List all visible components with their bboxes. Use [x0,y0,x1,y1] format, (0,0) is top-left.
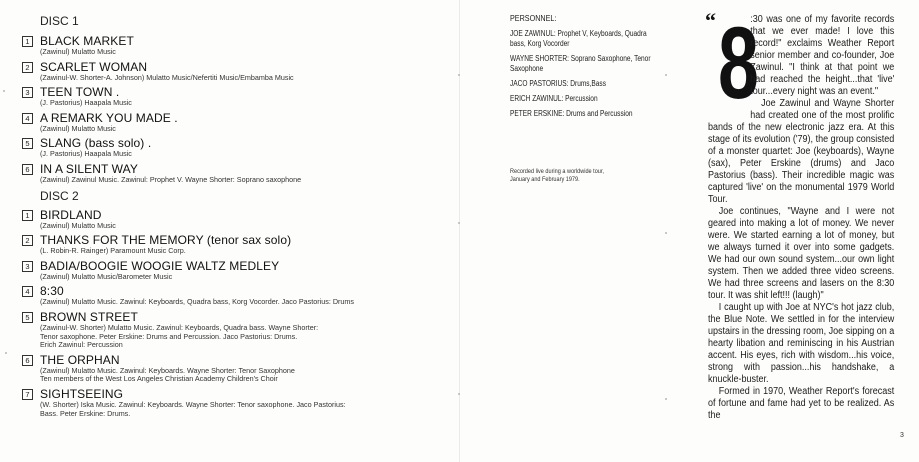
track-number-box: 7 [22,389,33,400]
track-item [22,61,450,83]
track-credit: (Zawinul) Mulatto Music [40,123,116,133]
track-title: BROWN STREET [40,309,138,324]
paper-speck [665,74,667,76]
article-paragraph: I caught up with Joe at NYC's hot jazz club, the Blue Note. We settled in for the interview upstairs in the dressing room, Joe sipping on a hearty libation and reminiscing in his Austrian accent. His eyes, rich with wisdom...his voice, strong with passion...his handshake, a knuckle-buster. [708,302,895,385]
paper-speck [665,398,667,400]
track-number-box: 6 [22,164,33,175]
track-number-box: 1 [22,36,33,47]
track-number-box: 5 [22,312,33,323]
track-credit: (Zawinul) Mulatto Music [40,47,116,56]
track-title: SIGHTSEEING [40,386,124,401]
track-credit: (Zawinul) Mulatto Music. Zawinul: Keyboards. Wayne Shorter: Tenor Saxophone Ten members of the West Los Angeles Christian Academy Children's Choir [40,365,295,384]
track-title: TEEN TOWN . [40,85,120,100]
track-title: 8:30 [40,284,64,299]
track-number-box: 3 [22,261,33,272]
track-credit: (Zawinul) Mulatto Music. Zawinul: Keyboards, Quadra bass, Korg Vocorder. Jaco Pastorius: Drums [40,297,354,307]
disc-1-track-list [22,35,450,185]
personnel-heading: PERSONNEL: [510,14,557,23]
track-credit: (Zawinul-W. Shorter) Mulatto Music. Zawinul: Keyboards, Quadra bass. Wayne Shorter: Tenor saxophone. Peter Erskine: Drums and Percussion. Jaco Pastorius: Drums. Erich Zawinul: Percussion [40,322,319,350]
track-title: BLACK MARKET [40,34,134,48]
paper-speck [458,222,460,224]
paper-speck [5,352,7,354]
track-title: A REMARK YOU MADE . [40,110,178,125]
article-paragraph: :30 was one of my favorite records that we ever made! I love this record!" exclaims Weather Report senior member and co-founder, Joe Zawinul. "I think at that point we had reached the height...that 'live' tour...every night was an event." [750,14,895,97]
article-paragraph: Joe Zawinul and Wayne Shorter had created one of the most prolific bands of the new electronic jazz era. At this stage of its evolution ('79), the group consisted of a monster quartet: Joe (keyboards), Wayne (sax), Peter Erskine (drums) and Jaco Pastorius (bass). Their incredible magic was captured 'live' on the monumental 1979 World Tour. [708,98,895,205]
track-title: THANKS FOR THE MEMORY (tenor sax solo) [40,233,292,248]
track-item [22,260,450,282]
drop-cap: 8 [718,6,757,120]
track-item [22,137,450,159]
personnel-member: WAYNE SHORTER: Soprano Saxophone, Tenor Saxophone [510,54,651,73]
track-listing [22,14,450,422]
article-paragraph: Formed in 1970, Weather Report's forecast of fortune and fame had yet to be realized. As the [708,386,895,421]
track-item [22,35,450,57]
track-number-box: 2 [22,62,33,73]
track-number-box: 3 [22,87,33,98]
track-title: SCARLET WOMAN [40,59,148,74]
disc-2-heading: DISC 2 [40,188,79,203]
track-credit: (J. Pastorius) Haapala Music [40,98,132,108]
liner-notes-article [705,6,895,422]
track-number-box: 5 [22,138,33,149]
track-credit: (J. Pastorius) Haapala Music [40,149,132,159]
track-item [22,112,450,134]
track-number-box: 4 [22,113,33,124]
paper-speck [665,232,667,234]
personnel-member: PETER ERSKINE: Drums and Percussion [510,109,633,118]
track-credit: (L. Robin-R. Rainger) Paramount Music Corp. [40,246,186,256]
personnel-block [510,14,660,124]
track-credit: (Zawinul) Mulatto Music [40,220,116,230]
track-credit: (Zawinul) Zawinul Music. Zawinul: Prophet V. Wayne Shorter: Soprano saxophone [40,174,302,184]
track-title: BADIA/BOOGIE WOOGIE WALTZ MEDLEY [40,258,280,273]
personnel-member: ERICH ZAWINUL: Percussion [510,94,598,103]
open-quote-mark: “ [705,8,716,33]
paper-speck [458,74,460,76]
track-credit: (Zawinul-W. Shorter-A. Johnson) Mulatto Music/Nefertiti Music/Embamba Music [40,72,294,82]
track-title: BIRDLAND [40,207,102,222]
disc-2-track-list [22,209,450,419]
track-credit: (W. Shorter) Iska Music. Zawinul: Keyboards. Wayne Shorter: Tenor saxophone. Jaco Pastorius: Bass. Peter Erskine: Drums. [40,399,346,418]
track-item [22,234,450,256]
article-paragraph: Joe continues, "Wayne and I were not geared into making a lot of money. We never were. We started earning a lot of money, but we always turned it over into some gadgets. We had our own sound system...our own light system. Then we added three video screens. We had three screens and lasers on the 8:30 tour. It was shit left!!! (laugh)" [708,206,895,301]
personnel-member: JOE ZAWINUL: Prophet V, Keyboards, Quadra bass, Korg Vocorder [510,29,647,48]
track-title: THE ORPHAN [40,352,120,367]
track-number-box: 6 [22,355,33,366]
track-number-box: 4 [22,286,33,297]
track-item [22,209,450,231]
paper-speck [3,90,5,92]
page-number: 3 [900,432,904,439]
track-number-box: 1 [22,210,33,221]
disc-1-heading: DISC 1 [40,14,79,28]
track-item [22,86,450,108]
track-number-box: 2 [22,235,33,246]
recording-note: Recorded live during a worldwide tour, January and February 1979. [510,168,604,183]
paper-speck [458,393,460,395]
personnel-member: JACO PASTORIUS: Drums,Bass [510,79,606,88]
track-credit: (Zawinul) Mulatto Music/Barometer Music [40,271,173,281]
track-title: SLANG (bass solo) . [40,136,152,151]
track-title: IN A SILENT WAY [40,161,138,176]
track-item [22,354,450,384]
track-item [22,285,450,307]
track-item [22,163,450,185]
track-item [22,388,450,418]
track-item [22,311,450,350]
